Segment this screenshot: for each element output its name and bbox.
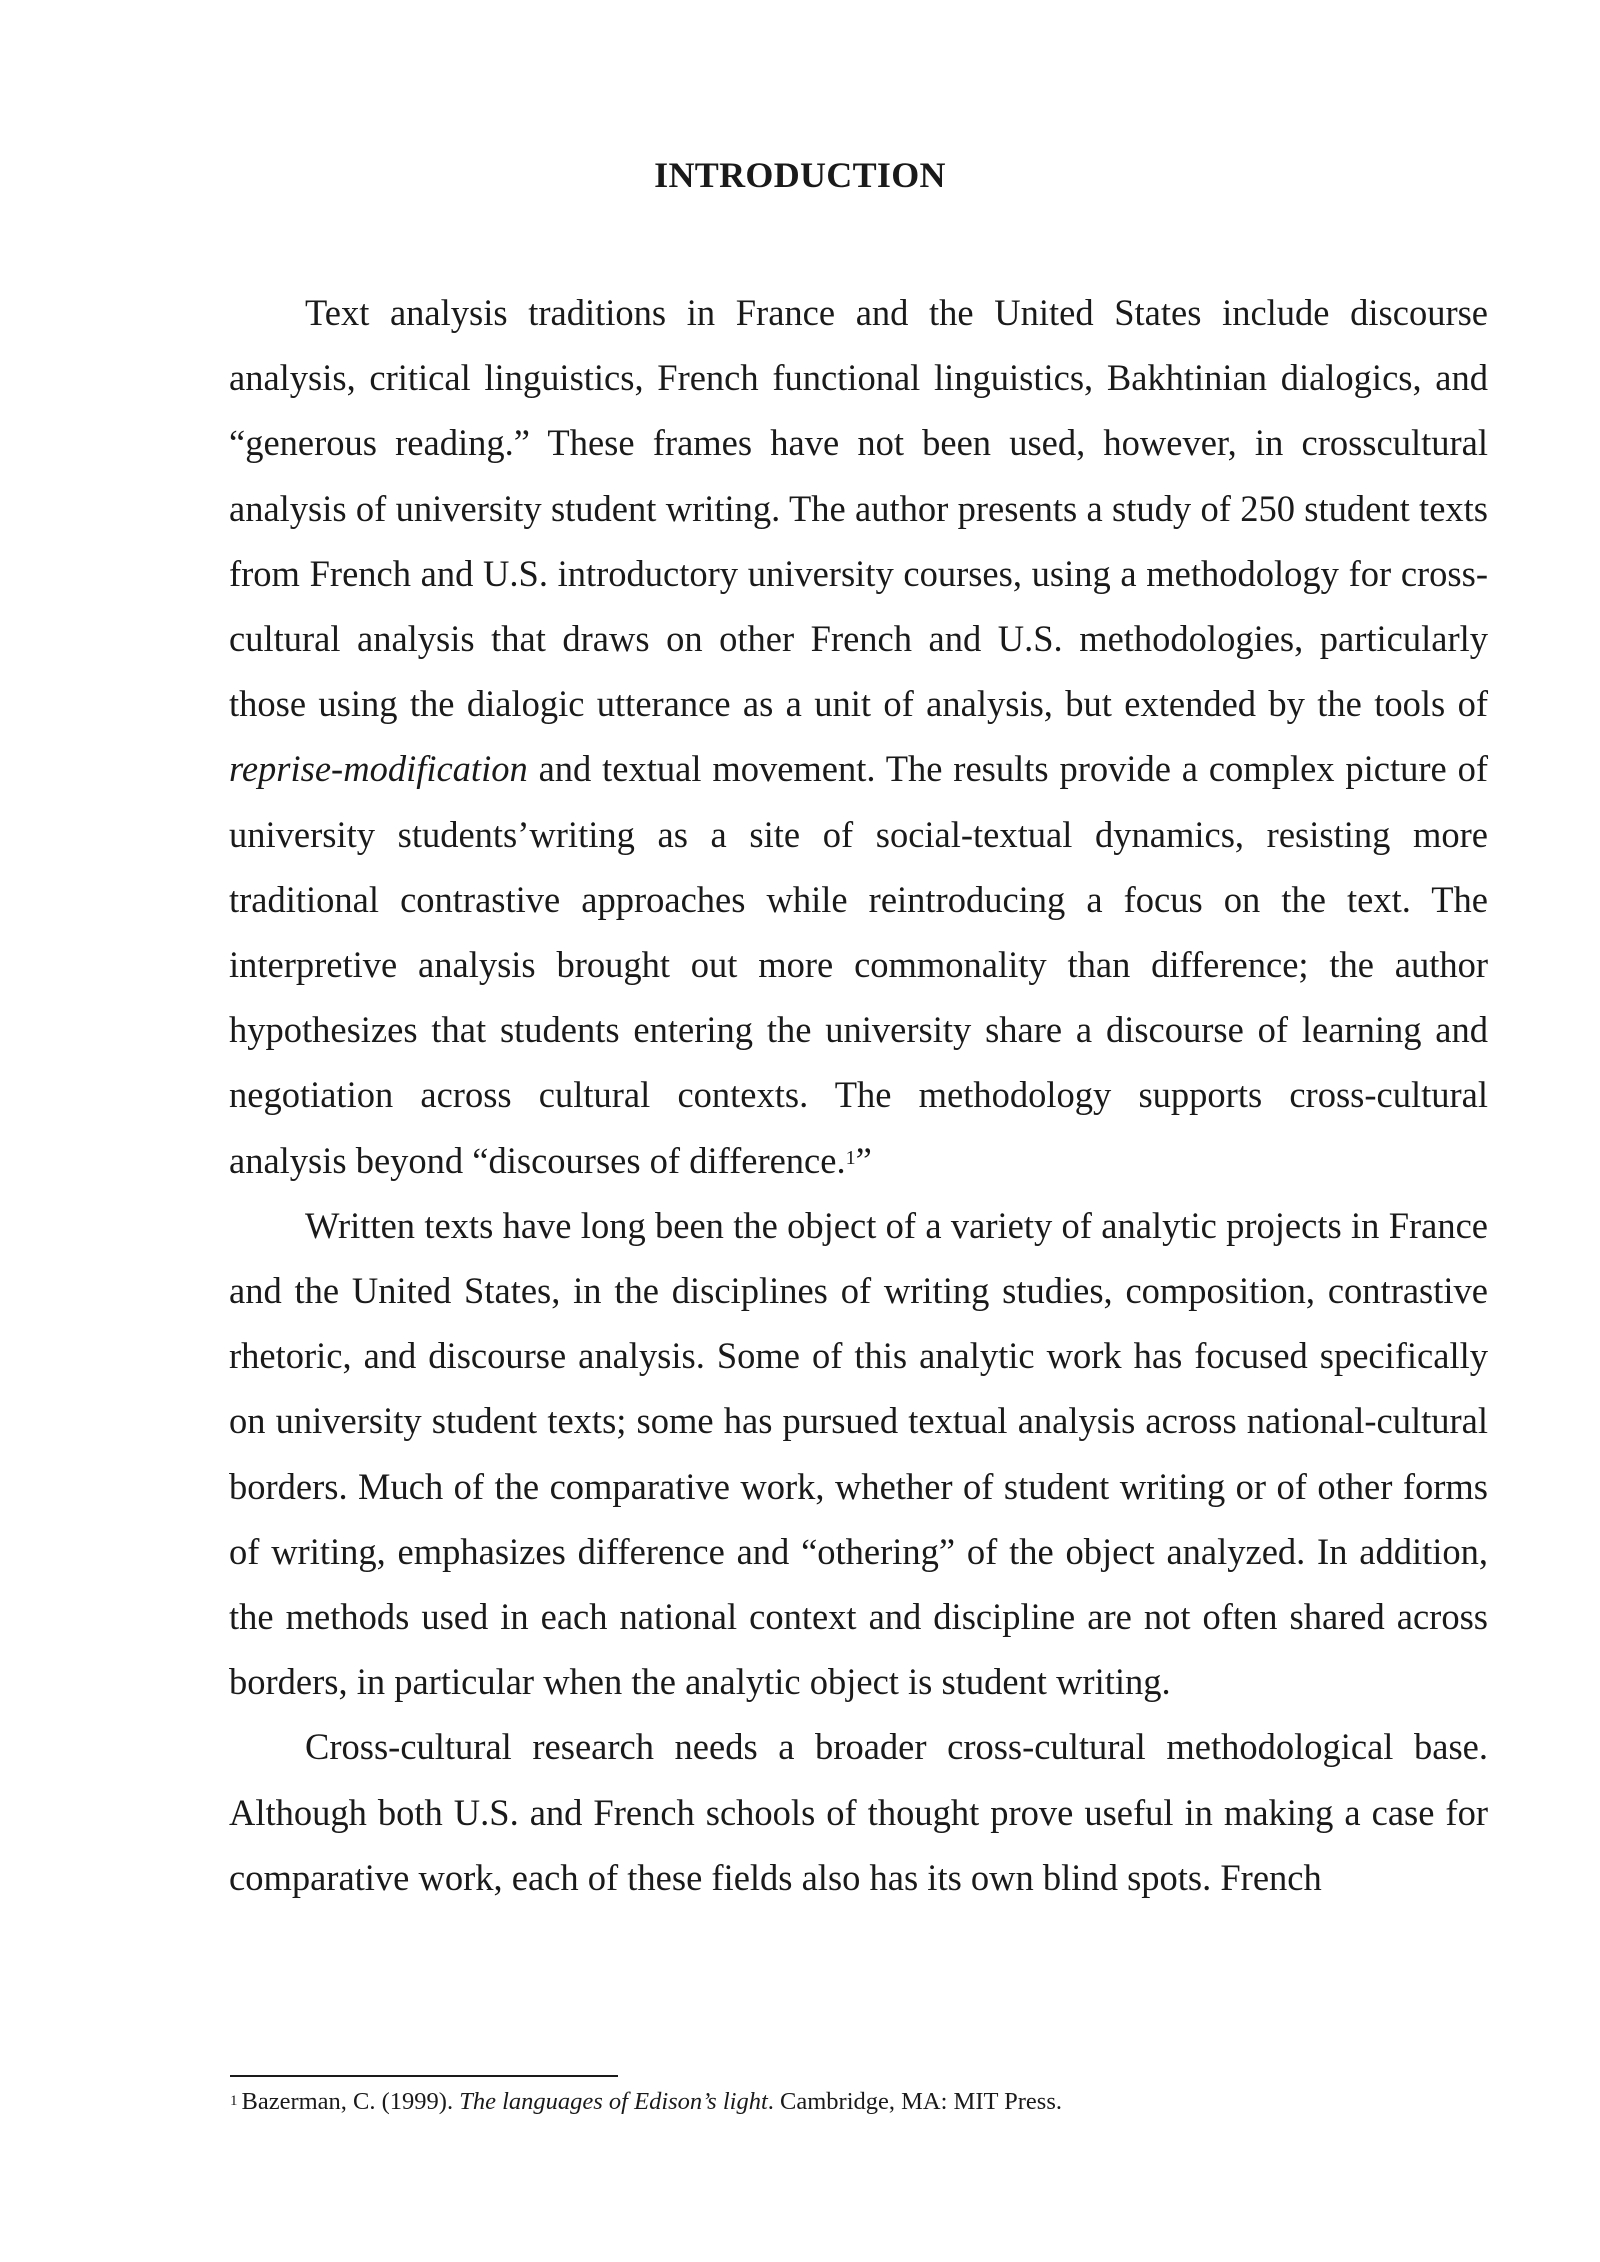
footnote-reference[interactable]: 1 [845, 1146, 856, 1169]
paragraph-2: Written texts have long been the object of a variety of analytic projects in France and the United States, in the disciplines of writing studies, composition, contrastive rhetoric, and discourse analysis. Some of this analytic work has focused specifically on university student texts; some has pursued textual analysis across national-cultural borders. Much of the comparative work, whether of student writing or of other forms of writing, emphasizes difference and “othering” of the object analyzed. In addition, the methods used in each national context and discipline are not often shared across borders, in particular when the analytic object is student writing. [229, 1204, 1488, 1703]
footnote [230, 2086, 1488, 2118]
paragraph-1-closing-quote: ” [855, 1139, 872, 1181]
footnote-publisher: . Cambridge, MA: MIT Press. [767, 2088, 1062, 2115]
paragraph-1-text-before-italic: Text analysis traditions in France and the United States include discourse analysis, critical linguistics, French functional linguistics, Bakhtinian dialogics, and “generous reading.” These frames have not been used, however, in crosscultural analysis of university student writing. The author presents a study of 250 student texts from French and U.S. introductory university courses, using a methodology for cross-cultural analysis that draws on other French and U.S. methodologies, particularly those using the dialogic utterance as a unit of analysis, but extended by the tools of [229, 292, 1488, 725]
paragraph-3: Cross-cultural research needs a broader cross-cultural methodological base. Although both U.S. and French schools of thought prove useful in making a case for comparative work, each of these fields also has its own blind spots. French [229, 1726, 1488, 1898]
paragraph-1 [229, 280, 1488, 1193]
footnote-separator [230, 2075, 618, 2077]
footnote-title: The languages of Edison’s light [459, 2088, 768, 2115]
paragraph-1-text-after-italic: and textual movement. The results provide a complex picture of university students’writing as a site of social-textual dynamics, resisting more traditional contrastive approaches while reintroducing a focus on the text. The interpretive analysis brought out more commonality than difference; the author hypothesizes that students entering the university share a discourse of learning and negotiation across cultural contexts. The methodology supports cross-cultural analysis beyond “discourses of difference. [229, 748, 1488, 1181]
body-text [229, 280, 1488, 1910]
footnote-number: 1 [230, 2093, 238, 2109]
chapter-heading: INTRODUCTION [654, 155, 946, 195]
footnote-author: Bazerman, C. (1999). [241, 2088, 460, 2115]
paragraph-1-italic-term: reprise-modification [229, 748, 528, 790]
